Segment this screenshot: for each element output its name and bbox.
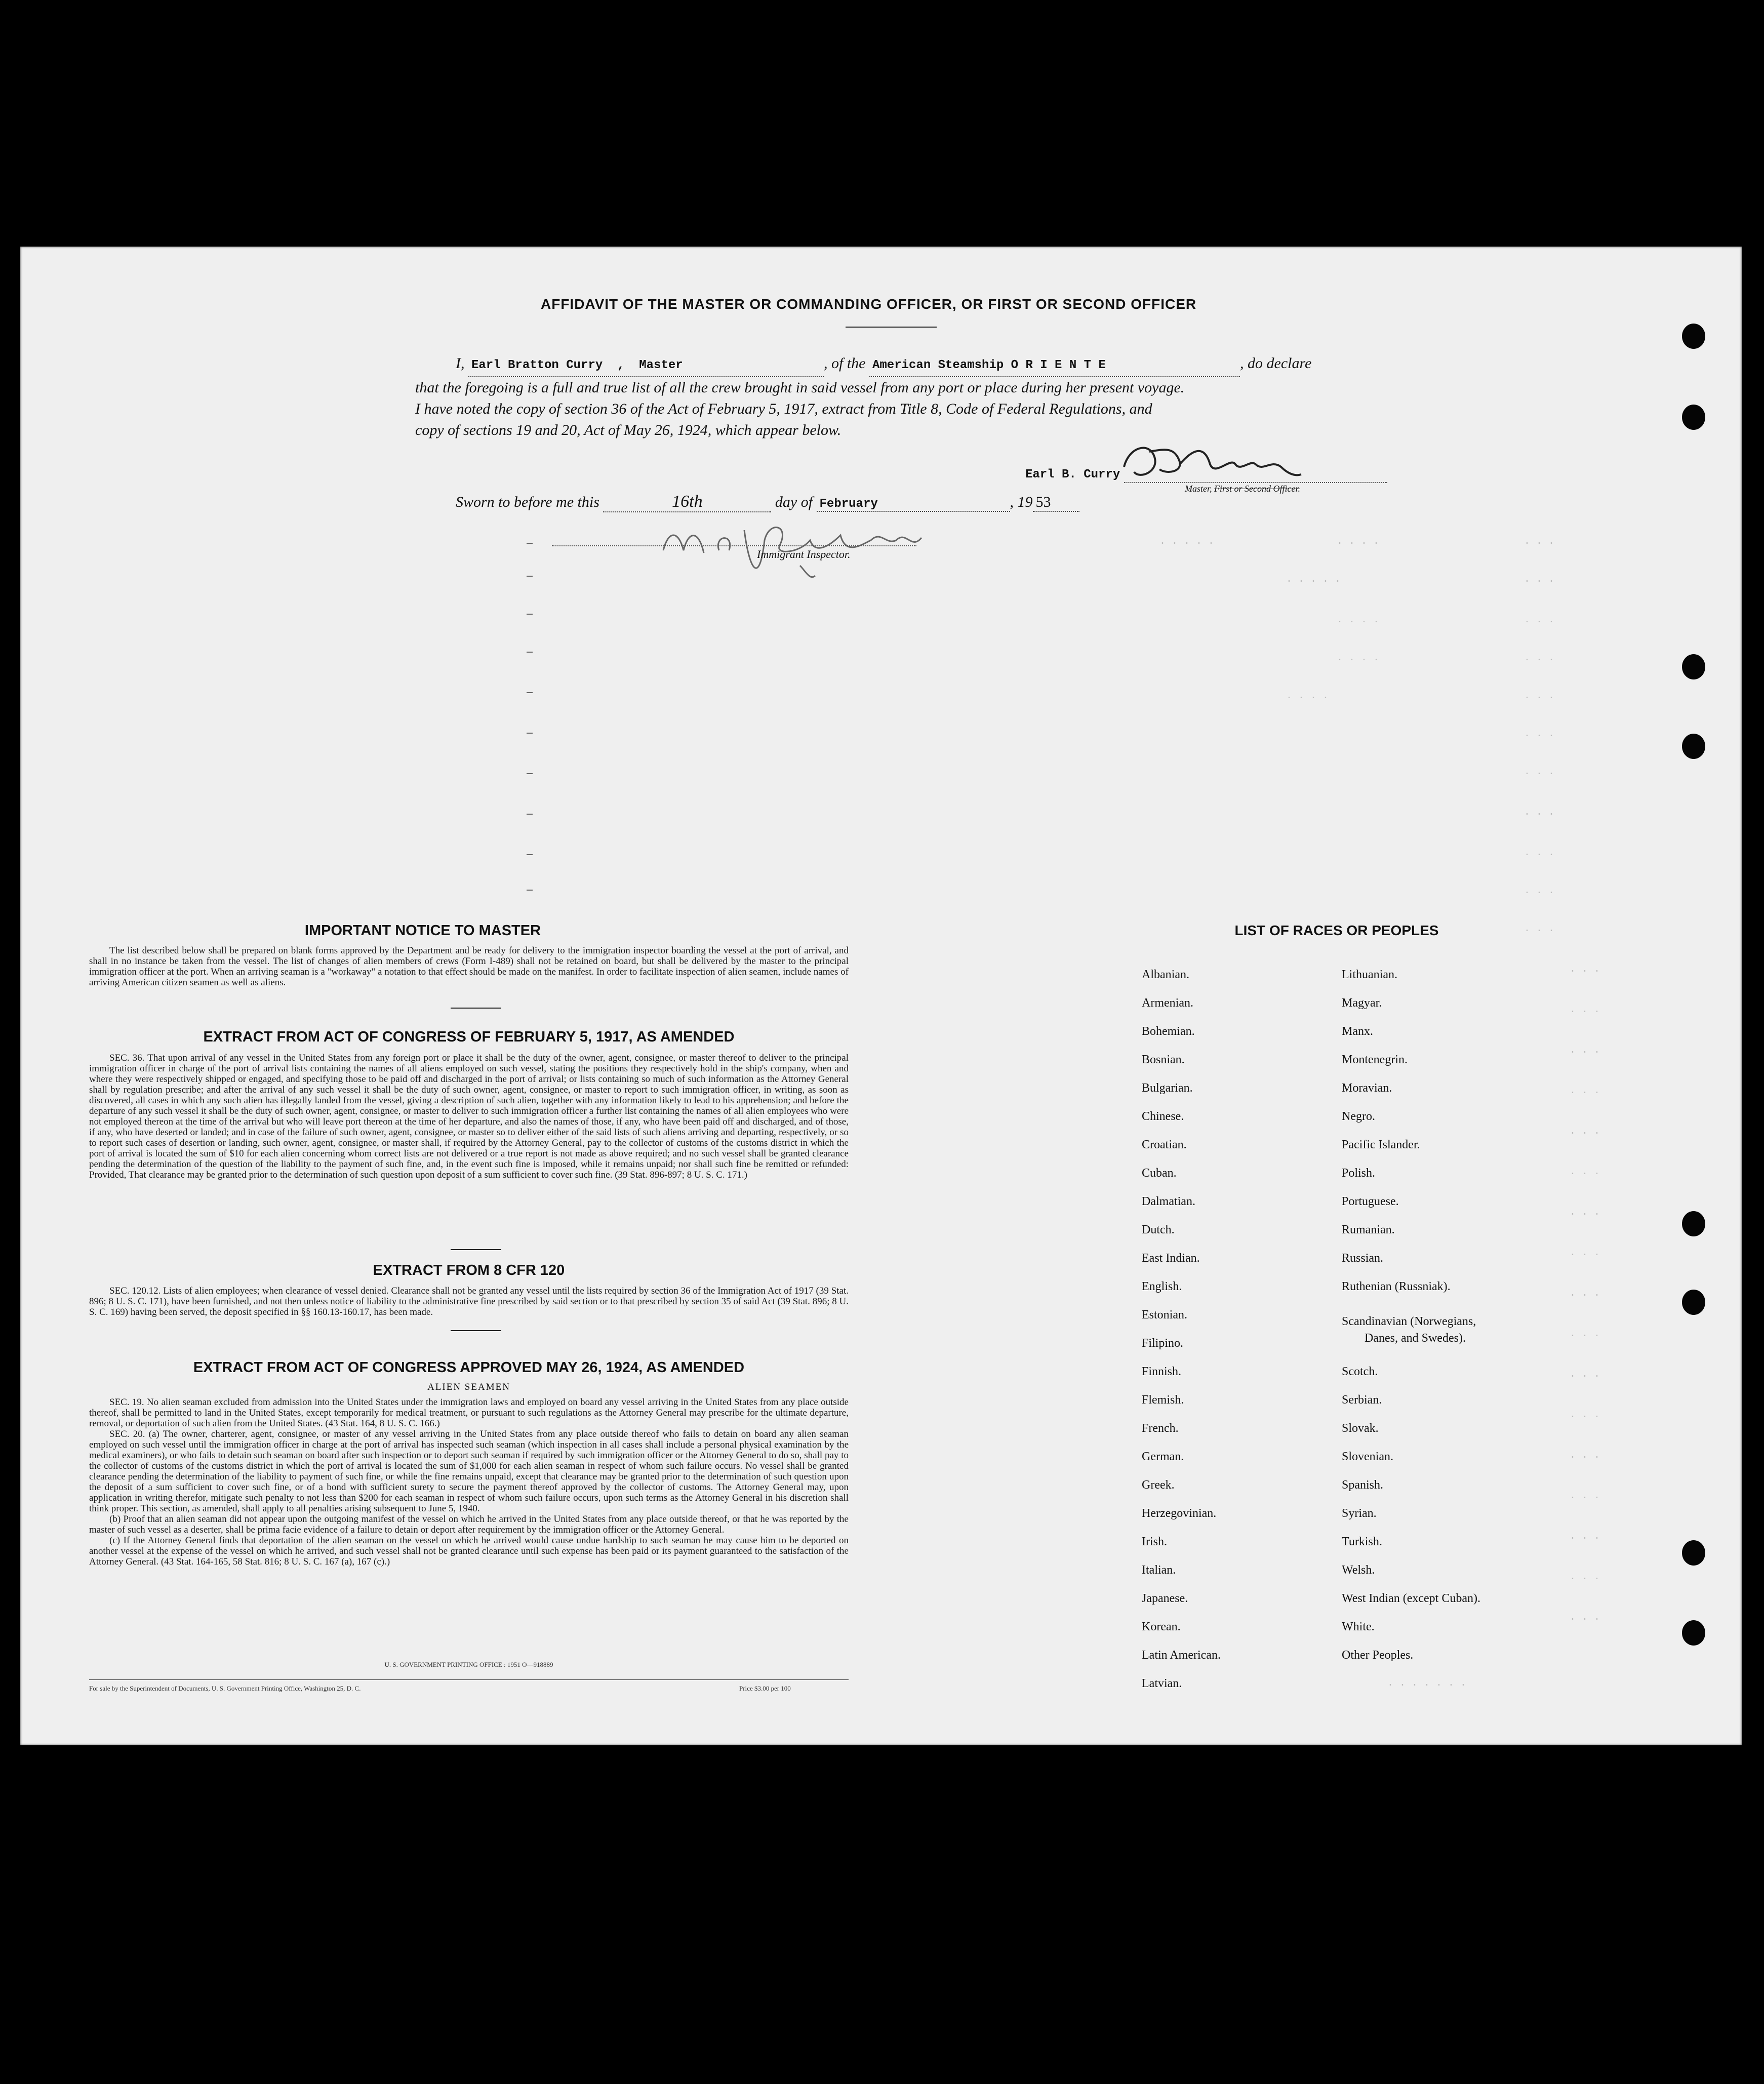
svg-text:EBCurry: EBCurry — [1124, 487, 1126, 488]
sec-19: SEC. 19. No alien seaman excluded from admission into the United States under the immigration laws and employed on board any vessel arriving in the United States from any place outside thereof, shall be permitted to land in the United States, except temporarily for medical treatment, or pursuant to such regulations as the Attorney General may prescribe for the ultimate departure, removal, or deportation of such alien from the United States. (43 Stat. 164, 8 U. S. C. 166.) — [89, 1397, 849, 1429]
race-item: Latin American. — [1142, 1649, 1221, 1662]
year-suffix: 53 — [1035, 494, 1051, 510]
extract-1924-title: EXTRACT FROM ACT OF CONGRESS APPROVED MAY 26, 1924, AS AMENDED — [193, 1359, 745, 1376]
race-item: White. — [1342, 1620, 1375, 1633]
name-comma: , — [617, 358, 625, 372]
master-rank: Master — [639, 358, 683, 372]
race-item: Ruthenian (Russniak). — [1342, 1280, 1451, 1293]
binder-hole — [1682, 1211, 1705, 1236]
race-item: Lithuanian. — [1342, 968, 1397, 981]
year-prefix: , 19 — [1010, 494, 1033, 510]
race-item: Negro. — [1342, 1110, 1375, 1123]
sec-20c: (c) If the Attorney General finds that deportation of the alien seaman on the vessel on which he arrived would cause undue hardship to such seaman he may cause him to be deported on another vessel at the expense of the vessel on which he arrived, and such vessel shall not be granted clearance until such expense has been paid or its payment guaranteed to the satisfaction of the Attorney General. (43 Stat. 164-165, 58 Stat. 816; 8 U. S. C. 167 (a), 167 (c).) — [89, 1535, 849, 1567]
sworn-month: February — [819, 497, 878, 511]
race-item: Bulgarian. — [1142, 1081, 1193, 1095]
race-item: Slovenian. — [1342, 1450, 1393, 1463]
master-name: Earl Bratton Curry — [471, 358, 603, 372]
race-item: Manx. — [1342, 1025, 1373, 1038]
race-item: Dalmatian. — [1142, 1195, 1195, 1208]
pronoun-i: I, — [456, 355, 465, 372]
binder-hole — [1682, 1540, 1705, 1566]
race-item: Turkish. — [1342, 1535, 1382, 1548]
race-item: Other Peoples. — [1342, 1649, 1414, 1662]
race-item: Bosnian. — [1142, 1053, 1185, 1066]
master-title-label — [1185, 484, 1300, 494]
race-item: East Indian. — [1142, 1252, 1200, 1265]
vessel-field — [869, 355, 1240, 377]
binder-hole — [1682, 734, 1705, 759]
race-item: Russian. — [1342, 1252, 1384, 1265]
typed-signer-name: Earl B. Curry — [1025, 468, 1120, 482]
sworn-label: Sworn to before me this — [456, 494, 599, 510]
race-item: Bohemian. — [1142, 1025, 1195, 1038]
struck-officer-label: First or Second Officer. — [1214, 484, 1300, 494]
footer-rule — [89, 1679, 849, 1680]
race-item: Danes, and Swedes). — [1365, 1332, 1466, 1345]
of-the-label: , of the — [824, 355, 866, 372]
gpo-line: U. S. GOVERNMENT PRINTING OFFICE : 1951 O—918889 — [384, 1661, 553, 1668]
race-item: Japanese. — [1142, 1592, 1188, 1605]
race-item: Montenegrin. — [1342, 1053, 1408, 1066]
binder-hole — [1682, 405, 1705, 430]
affidavit-sheet: · · · · · · · · · · · · · · · · · · · · · · · · · · · · · · · · · · · · · · · · · · · · · · · · · · · · · · · · · · · · · · · · · · · · · · · · · · · · · · · · · · · · · · · · · · · · · · · · · · · · · · · · · · · · · · · · · · · · · AFFIDAVIT OF THE MASTER OR COMMANDING OFFICER, OR FIRST OR SECOND OFFICER I, Earl Bratton Curry , Master , of the American Steamship O R I E N T E , do declare that the foregoing is a full and true list of all the crew brought in said vessel from any port or place during her present voyage. I have noted the copy of section 36 of the Act of February 5, 1917, extract from Title 8, Code of Federal Regulations, and copy of sections 19 and 20, Act of May 26, 1924, which appear below. Earl B. Curry EBCurry Master, First or Second Officer. Sworn to before me this 16th day of February , 19 53 M S Pottfield Immigrant Inspector. IMPORTANT NOTICE TO MASTER The list described below shall be prepared on blank forms approved by the Department and be ready for delivery to the immigration inspector boarding the vessel at the port of arrival, and shall in no instance be taken from the vessel. The list of changes of alien members of crews (Form I-489) shall not be retained on board, but shall be delivered by the master to the principal immigration officer at the port. When an arriving seaman is a "workaway" a notation to that effect should be made on the manifest. In order to facilitate inspection of alien seamen, include names of arriving American citizen seamen as well as aliens. EXTRACT FROM ACT OF CONGRESS OF FEBRUARY 5, 1917, AS AMENDED SEC. 36. That upon arrival of any vessel in the United States from any foreign port or place it shall be the duty of the owner, agent, consignee, or master thereof to deliver to the principal immigration officer in charge of the port of arrival lists containing the names of all aliens employed on such vessel, stating the positions they respectively hold in the ship's company, when and where they were respectively shipped or engaged, and specifying those to be paid off and discharged in the port of arrival; or lists containing so much of such information as the Attorney General shall by regulation prescribe; and after the arrival of any such vessel it shall be the duty of such owner, agent, consignee, or master to report to such immigration officer, in writing, as soon as discovered, all cases in which any such alien has illegally landed from the vessel, giving a description of such alien, together with any information likely to lead to his apprehension; and before the departure of any such vessel it shall be the duty of such owner, agent, consignee, or master to deliver to such immigration officer a further list containing the names of all alien employees who were not employed thereon at the time of the arrival but who will leave port thereon at the time of her departure, and also the names of those, if any, who have been paid off and discharged, and of those, if any, who have deserted or landed; and in case of the failure of such owner, agent, consignee, or master so to deliver either of the said lists of such aliens arriving and departing, respectively, or so to report such cases of desertion or landing, such owner, agent, consignee, or master shall, if required by the Attorney General, pay to the collector of customs of the customs district in which the port of arrival is located the sum of $10 for each alien concerning whom correct lists are not delivered or a true report is not made as above required; and no such vessel shall be granted clearance pending the determination of the question of the liability to the payment of such fine, and, in the event such fine is imposed, while it remains unpaid; nor shall such fine be remitted or refunded: Provided, That clearance may be granted prior to the determination of such question upon deposit of a sum sufficient to cover such fine. (39 Stat. 896-897; 8 U. S. C. 171.) EXTRACT FROM 8 CFR 120 SEC. 120.12. Lists of alien employees; when clearance of vessel denied. Clearance shall not be granted any vessel until the lists required by section 36 of the Immigration Act of 1917 (39 Stat. 896; 8 U. S. C. 171), have been furnished, and not then unless notice of liability to the administrative fine prescribed by said section or to that prescribed by section 35 of said Act (39 Stat. 896; 8 U. S. C. 169) having been served, the deposit specified in §§ 160.13-160.17, has been made. EXTRACT FROM ACT OF CONGRESS APPROVED MAY 26, 1924, AS AMENDED ALIEN SEAMEN SEC. 19. No alien seaman excluded from admission into the United States under the immigration laws and employed on board any vessel arriving in the United States from any place outside thereof, shall be permitted to land in the United States, except temporarily for medical treatment, or pursuant to such regulations as the Attorney General may prescribe for the ultimate departure, removal, or deportation of such alien from the United States. (43 Stat. 164, 8 U. S. C. 166.) SEC. 20. (a) The owner, charterer, agent, consignee, or master of any vessel arriving in the United States from any place outside thereof who fails to detain on board any alien seaman employed on such vessel until the immigration officer in charge at the port of arrival has inspected such seaman (which inspection in all cases shall include a personal physical examination by the medical examiners), or who fails to detain such seaman on board after such inspection or to deport such seaman if required by such immigration officer or the Attorney General to do so, shall pay to the collector of customs of the customs district in which the port of arrival is located the sum of $1,000 for each alien seaman in respect of whom such failure occurs. No vessel shall be granted clearance pending the determination of the liability to payment of such fine, or while the fine remains unpaid, except that clearance may be granted prior to the determination of such question upon the deposit of a sum sufficient to cover such fine, or of a bond with sufficient surety to secure the payment thereof approved by the collector of customs. The Attorney General may, upon application in writing therefor, mitigate such penalty to not less than $200 for each seaman in respect of whom such failure occurs, upon such terms as the Attorney General in his discretion shall think proper. This section, as amended, shall apply to all penalties arising subsequent to June 5, 1940. (b) Proof that an alien seaman did not appear upon the outgoing manifest of the vessel on which he arrived in the United States from any place outside thereof, or that he was reported by the master of such vessel as a deserter, shall be prima facie evidence of a failure to detain or deport after requirement by the immigration officer or the Attorney General. (c) If the Attorney General finds that deportation of the alien seaman on the vessel on which he arrived would cause undue hardship to such seaman he may cause him to be deported on another vessel at the expense of the vessel on which he arrived, and such vessel shall not be granted clearance until such expense has been paid or its payment guaranteed to the satisfaction of the Attorney General. (43 Stat. 164-165, 58 Stat. 816; 8 U. S. C. 167 (a), 167 (c).) U. S. GOVERNMENT PRINTING OFFICE : 1951 O—918889 For sale by the Superintendent of Documents, U. S. Government Printing Office, Washington 25, D. C. Price $3.00 per 100 LIST OF RACES OR PEOPLES Albanian. Armenian. Bohemian. Bosnian. Bulgarian. Chinese. Croatian. Cuban. Dalmatian. Dutch. East Indian. English. Estonian. Filipino. Finnish. Flemish. French. German. Greek. Herzegovinian. Irish. Italian. Japanese. Korean. Latin American. Latvian. Lithuanian. Magyar. Manx. Montenegrin. Moravian. Negro. Pacific Islander. Polish. Portuguese. Rumanian. Russian. Ruthenian (Russniak). Scandinavian (Norwegians, Danes, and Swedes). Scotch. Serbian. Slovak. Slovenian. Spanish. Syrian. Turkish. Welsh. West Indian (except Cuban). White. Other Peoples. — [20, 247, 1742, 1745]
race-item: Scotch. — [1342, 1365, 1378, 1378]
race-item: Filipino. — [1142, 1337, 1184, 1350]
race-item: Croatian. — [1142, 1138, 1187, 1151]
race-item: Slovak. — [1342, 1422, 1379, 1435]
race-item: Polish. — [1342, 1167, 1376, 1180]
master-label: Master, — [1185, 484, 1212, 494]
race-item: Irish. — [1142, 1535, 1167, 1548]
vessel-name: American Steamship O R I E N T E — [872, 358, 1106, 372]
sec-20a: SEC. 20. (a) The owner, charterer, agent, consignee, or master of any vessel arriving in the United States from any place outside thereof who fails to detain on board any alien seaman employed on such vessel until the immigration officer in charge at the port of arrival has inspected such seaman (which inspection in all cases shall include a personal physical examination by the medical examiners), or who fails to detain such seaman on board after such inspection or to deport such seaman if required by such immigration officer or the Attorney General to do so, shall pay to the collector of customs of the customs district in which the port of arrival is located the sum of $1,000 for each alien seaman in respect of whom such failure occurs. No vessel shall be granted clearance pending the determination of the liability to payment of such fine, or while the fine remains unpaid, except that clearance may be granted prior to the determination of such question upon the deposit of a sum sufficient to cover such fine, or of a bond with sufficient surety to secure the payment thereof approved by the collector of customs. The Attorney General may, upon application in writing therefor, mitigate such penalty to not less than $200 for each seaman in respect of whom such failure occurs, upon such terms as the Attorney General in his discretion shall think proper. This section, as amended, shall apply to all penalties arising subsequent to June 5, 1940. — [89, 1429, 849, 1514]
master-name-field — [468, 355, 824, 377]
do-declare-label: , do declare — [1240, 355, 1312, 372]
sworn-line — [456, 492, 1079, 512]
sworn-day-field — [603, 492, 771, 512]
binder-hole — [1682, 324, 1705, 349]
race-item: Syrian. — [1342, 1507, 1377, 1520]
race-item: Spanish. — [1342, 1478, 1384, 1492]
race-item: Greek. — [1142, 1478, 1175, 1492]
title-rule — [846, 327, 937, 328]
race-item: Pacific Islander. — [1342, 1138, 1420, 1151]
race-item: Cuban. — [1142, 1167, 1177, 1180]
sec-20b: (b) Proof that an alien seaman did not appear upon the outgoing manifest of the vessel on which he arrived in the United States from any place outside thereof, or that he was reported by the master of such vessel as a deserter, shall be prima facie evidence of a failure to detain or deport after requirement by the immigration officer or the Attorney General. — [89, 1514, 849, 1535]
race-item: English. — [1142, 1280, 1182, 1293]
race-item: Flemish. — [1142, 1393, 1184, 1407]
declaration-line-1 — [415, 353, 1402, 377]
race-item: Moravian. — [1342, 1081, 1392, 1095]
affidavit-declaration — [415, 353, 1402, 441]
declaration-line-4: copy of sections 19 and 20, Act of May 26, 1924, which appear below. — [415, 422, 841, 438]
race-item: Welsh. — [1342, 1564, 1375, 1577]
race-item: French. — [1142, 1422, 1179, 1435]
race-item: Latvian. — [1142, 1677, 1182, 1690]
declaration-line-2: that the foregoing is a full and true list of all the crew brought in said vessel from any port or place during her present voyage. — [415, 379, 1185, 396]
alien-seamen-subtitle: ALIEN SEAMEN — [427, 1382, 510, 1392]
extract-1917-body: SEC. 36. That upon arrival of any vessel in the United States from any foreign port or place it shall be the duty of the owner, agent, consignee, or master thereof to deliver to the principal immigration officer in charge of the port of arrival lists containing the names of all aliens employed on such vessel, stating the positions they respectively hold in the ship's company, when and where they were respectively shipped or engaged, and specifying those to be paid off and discharged in the port of arrival; or lists containing so much of such information as the Attorney General shall by regulation prescribe; and after the arrival of any such vessel it shall be the duty of such owner, agent, consignee, or master to report to such immigration officer, in writing, as soon as discovered, all cases in which any such alien has illegally landed from the vessel, giving a description of such alien, together with any information likely to lead to his apprehension; and before the departure of any such vessel it shall be the duty of such owner, agent, consignee, or master to deliver to such immigration officer a further list containing the names of all alien employees who were not employed thereon at the time of the arrival but who will leave port thereon at the time of her departure, and also the names of those, if any, who have been paid off and discharged, and of those, if any, who have deserted or landed; and in case of the failure of such owner, agent, consignee, or master so to deliver either of the said lists of such aliens arriving and departing, respectively, or so to report such cases of desertion or landing, such owner, agent, consignee, or master shall, if required by the Attorney General, pay to the collector of customs of the customs district in which the port of arrival is located the sum of $10 for each alien concerning whom correct lists are not delivered or a true report is not made as above required; and no such vessel shall be granted clearance pending the determination of the question of the liability to the payment of such fine, and, in the event such fine is imposed, while it remains unpaid; nor shall such fine be remitted or refunded: Provided, That clearance may be granted prior to the determination of such question upon deposit of a sum sufficient to cover such fine. (39 Stat. 896-897; 8 U. S. C. 171.) — [89, 1053, 849, 1180]
notice-title: IMPORTANT NOTICE TO MASTER — [304, 923, 541, 939]
extract-cfr-body: SEC. 120.12. Lists of alien employees; when clearance of vessel denied. Clearance shall not be granted any vessel until the lists required by section 36 of the Immigration Act of 1917 (39 Stat. 896; 8 U. S. C. 171), have been furnished, and not then unless notice of liability to the administrative fine prescribed by said section or to that prescribed by section 35 of said Act (39 Stat. 896; 8 U. S. C. 169) having been served, the deposit specified in §§ 160.13-160.17, has been made. — [89, 1286, 849, 1317]
binder-hole — [1682, 654, 1705, 679]
race-item: Italian. — [1142, 1564, 1176, 1577]
binder-hole — [1682, 1620, 1705, 1646]
inspector-line — [552, 545, 916, 547]
declaration-line-3: I have noted the copy of section 36 of the Act of February 5, 1917, extract from Title 8, Code of Federal Regulations, and — [415, 400, 1152, 417]
races-title: LIST OF RACES OR PEOPLES — [1234, 923, 1439, 938]
race-item: Herzegovinian. — [1142, 1507, 1217, 1520]
extract-1924-body — [89, 1397, 849, 1567]
extract-cfr-title: EXTRACT FROM 8 CFR 120 — [373, 1262, 565, 1278]
notice-body: The list described below shall be prepared on blank forms approved by the Department and be ready for delivery to the immigration inspector boarding the vessel at the port of arrival, and shall in no instance be taken from the vessel. The list of changes of alien members of crews (Form I-489) shall not be retained on board, but shall be delivered by the master to the principal immigration officer at the port. When an arriving seaman is a "workaway" a notation to that effect should be made on the manifest. In order to facilitate inspection of alien seamen, include names of arriving American citizen seamen as well as aliens. — [89, 945, 849, 988]
race-item: West Indian (except Cuban). — [1342, 1592, 1480, 1605]
extract-1917-title: EXTRACT FROM ACT OF CONGRESS OF FEBRUARY 5, 1917, AS AMENDED — [203, 1029, 735, 1045]
extract-1917-rule — [451, 1249, 501, 1250]
extract-cfr-rule — [451, 1330, 501, 1331]
race-item: Portuguese. — [1342, 1195, 1399, 1208]
affidavit-title: AFFIDAVIT OF THE MASTER OR COMMANDING OFFICER, OR FIRST OR SECOND OFFICER — [541, 296, 1197, 312]
race-item: Finnish. — [1142, 1365, 1182, 1378]
race-item: Albanian. — [1142, 968, 1189, 981]
race-item: Magyar. — [1342, 996, 1382, 1010]
race-item: Dutch. — [1142, 1223, 1175, 1236]
footer-right: Price $3.00 per 100 — [739, 1685, 791, 1692]
binder-hole — [1682, 1290, 1705, 1315]
notice-rule — [451, 1008, 501, 1009]
race-item: Scandinavian (Norwegians, — [1342, 1315, 1476, 1328]
race-item: Serbian. — [1342, 1393, 1382, 1407]
race-item: German. — [1142, 1450, 1184, 1463]
race-item: Chinese. — [1142, 1110, 1184, 1123]
year-field — [1033, 494, 1079, 512]
race-item: Estonian. — [1142, 1308, 1187, 1321]
race-item: Rumanian. — [1342, 1223, 1395, 1236]
race-item: Armenian. — [1142, 996, 1193, 1010]
sworn-day: 16th — [672, 492, 703, 511]
day-of-label: day of — [775, 494, 813, 510]
race-item: Korean. — [1142, 1620, 1181, 1633]
footer-left: For sale by the Superintendent of Documents, U. S. Government Printing Office, Washington 25, D. C. — [89, 1685, 361, 1692]
inspector-label: Immigrant Inspector. — [757, 548, 851, 560]
